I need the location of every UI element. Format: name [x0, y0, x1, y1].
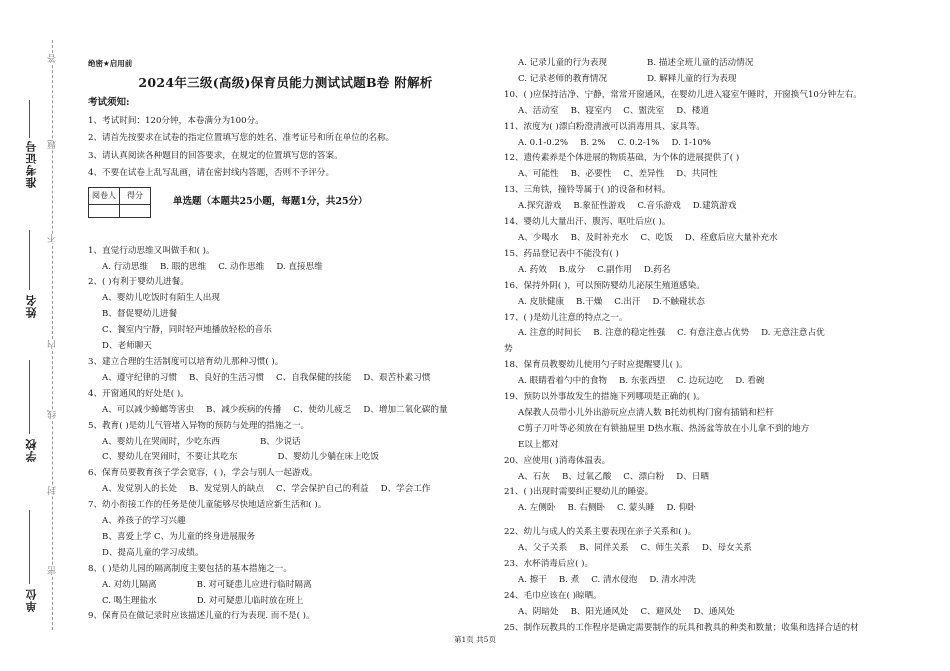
- seal-word: 线: [48, 410, 58, 419]
- answer-option[interactable]: C. 清水侵泡: [591, 575, 638, 585]
- answer-option[interactable]: C. 蒙头睡: [617, 503, 655, 514]
- notice-item: 4、不要在试卷上乱写乱画，请在密封线内答题，否则不予评分。: [88, 168, 335, 179]
- seal-word: 答: [48, 54, 58, 63]
- answer-option: B、喜爱上学 C、为儿童的终身进展服务: [102, 531, 256, 542]
- question-text: 5、教育( )是幼儿气管堵入异物的预防与处理的措施之一。: [88, 420, 310, 431]
- option-row: [88, 578, 483, 594]
- answer-option: B、督促婴幼儿进餐: [102, 309, 178, 320]
- answer-option[interactable]: C、吃饭: [640, 232, 673, 243]
- answer-option[interactable]: C、漂白粉: [623, 471, 665, 482]
- answer-option[interactable]: B、过氧乙酸: [562, 471, 612, 482]
- answer-option[interactable]: A. 0.1-0.2%: [518, 137, 569, 148]
- answer-option: A保教人员带小儿外出游玩应点清人数 B托幼机构门窗有插销和栏杆: [518, 407, 774, 418]
- answer-option[interactable]: B. 煮: [558, 575, 580, 585]
- option-row: [504, 263, 914, 279]
- answer-option[interactable]: B. 眼的思维: [160, 261, 207, 272]
- answer-option[interactable]: C、盥洗室: [623, 105, 665, 116]
- grade-table: [88, 187, 151, 218]
- answer-option[interactable]: D. 看碗: [735, 376, 765, 387]
- option-row: [504, 326, 914, 342]
- answer-option[interactable]: C. 记录老师的教育情况: [518, 73, 608, 84]
- question-text: 2、( )有利于婴幼儿进餐。: [88, 277, 189, 288]
- margin-label-school: 学校: [25, 438, 38, 462]
- ticket-blank-line: [29, 100, 30, 138]
- answer-option[interactable]: A、石灰: [518, 471, 550, 482]
- answer-option[interactable]: A.探究游戏: [518, 201, 562, 212]
- grader-header: 阅卷人: [89, 187, 120, 204]
- option-row: [504, 470, 914, 486]
- option-row: [88, 514, 483, 530]
- answer-option[interactable]: C、差异性: [623, 169, 665, 180]
- question-text: 1、直觉行动思维又叫做手和( )。: [88, 245, 215, 256]
- question-text: 22、幼儿与成人的关系主要表现在亲子关系和( )。: [504, 527, 697, 538]
- question-text: 16、保持外阴( )，可以预防婴幼儿泌尿生殖道感染。: [504, 280, 705, 291]
- left-question-list: [88, 244, 483, 626]
- answer-option[interactable]: A、阴暗处: [518, 606, 559, 617]
- answer-option[interactable]: B. 注意的稳定性强: [593, 328, 666, 339]
- answer-option[interactable]: D、通风处: [693, 606, 735, 617]
- question-text: 8、( )是幼儿园的隔离制度主要包括的基本措施之一。: [88, 563, 292, 574]
- answer-option[interactable]: A. 皮肤健康: [518, 296, 565, 307]
- option-row: [504, 541, 914, 557]
- answer-option[interactable]: A. 药效: [518, 264, 547, 275]
- answer-option[interactable]: D.建筑游戏: [692, 201, 737, 212]
- answer-option[interactable]: C. 0.2-1%: [617, 137, 660, 148]
- question-text: 11、浓度为( )漂白粉澄清液可以消毒用具、家具等。: [504, 121, 705, 132]
- margin-label-unit: 单位: [25, 588, 38, 612]
- school-blank-line: [29, 360, 30, 434]
- answer-option[interactable]: D、艰苦朴素习惯: [363, 372, 431, 383]
- answer-option: D、老师聊天: [102, 341, 152, 352]
- option-row: [504, 72, 914, 88]
- unit-blank-line: [29, 510, 30, 584]
- margin-label-name: 姓名: [25, 294, 38, 318]
- answer-option[interactable]: A. 行动思维: [102, 261, 149, 272]
- question-text: 10、( )应保持洁净、宁静，常常开窗通风，在婴幼儿进入寝室午睡时，开窗换气10分钟左右。: [504, 89, 862, 100]
- answer-option[interactable]: A. 对幼儿隔离: [102, 579, 157, 590]
- question-text: 14、婴幼儿大量出汗、腹泻、呕吐后应( )。: [504, 217, 671, 228]
- answer-option[interactable]: C、避风处: [640, 606, 682, 617]
- answer-option[interactable]: C. 边玩边吃: [677, 376, 724, 387]
- answer-option: E以上都对: [518, 439, 559, 450]
- question-text: 15、药品登记表中不能没有( ): [504, 248, 619, 259]
- answer-option[interactable]: A、可能性: [518, 169, 559, 180]
- seal-word: 内: [48, 340, 58, 349]
- answer-option[interactable]: D、日晒: [676, 471, 709, 482]
- answer-option[interactable]: D、共同性: [676, 169, 718, 180]
- seal-word: 封: [48, 486, 58, 495]
- answer-option[interactable]: D. 清水冲洗: [649, 575, 696, 585]
- question-text: 4、开窗通风的好处是( )。: [88, 388, 189, 399]
- answer-option[interactable]: D. 解释儿童的行为表现: [647, 73, 737, 84]
- option-row: [88, 435, 483, 451]
- answer-option[interactable]: C.音乐游戏: [637, 201, 681, 212]
- spacer: [504, 517, 914, 525]
- answer-option[interactable]: B. 2%: [580, 137, 606, 148]
- answer-option[interactable]: B.象征性游戏: [573, 201, 626, 212]
- answer-option[interactable]: C、学会保护自己的利益: [276, 484, 369, 495]
- notice-heading: 考试须知:: [88, 96, 130, 108]
- answer-option[interactable]: A. 记录儿童的行为表现: [518, 58, 608, 68]
- answer-option[interactable]: B、寝室内: [570, 105, 612, 116]
- page-footer: 第1页 共5页: [454, 635, 496, 644]
- option-row: [504, 295, 914, 311]
- answer-option[interactable]: C.出汗: [614, 296, 641, 307]
- answer-option: C剪子刀叶等必须放在有锁抽屉里 D热水瓶、热汤盆等放在小儿拿不到的地方: [518, 423, 810, 434]
- grader-cell[interactable]: [89, 204, 120, 217]
- answer-option[interactable]: D、楼道: [676, 105, 709, 116]
- question-text: 20、应使用( )消毒体温表。: [504, 455, 611, 466]
- answer-option[interactable]: A、婴幼儿吃饭时有陌生人出现: [102, 293, 220, 304]
- answer-option[interactable]: D. 仰卧: [666, 503, 696, 514]
- option-row: [88, 291, 483, 307]
- answer-option[interactable]: B.干燥: [576, 296, 603, 307]
- question-text: 23、水杯消毒后应( )。: [504, 559, 594, 570]
- question-text-tail: 势: [504, 344, 513, 355]
- answer-option: C、餐室内宁静，同时轻声地播放轻松的音乐: [102, 325, 272, 336]
- answer-option[interactable]: B、及时补充水: [570, 232, 629, 243]
- seal-word: 密: [48, 566, 58, 575]
- answer-option[interactable]: C. 动作思维: [218, 261, 265, 272]
- option-row: [504, 231, 914, 247]
- answer-option[interactable]: D、痊愈后应大量补充水: [684, 232, 778, 243]
- question-text: 13、三角铁，撞铃等属于( )的设备和材料。: [504, 185, 671, 196]
- option-row: [504, 56, 914, 72]
- name-blank-line: [29, 230, 30, 290]
- answer-option[interactable]: B. 右侧卧: [567, 503, 606, 514]
- notice-item: 1、考试时间：120分钟，本卷满分为100分。: [88, 115, 264, 126]
- answer-option[interactable]: B、必要性: [570, 169, 612, 180]
- answer-option[interactable]: C. 喝生理盐水: [102, 595, 157, 606]
- answer-option[interactable]: A、父子关系: [518, 543, 568, 554]
- answer-option: D、提高儿童的学习成绩。: [102, 547, 204, 558]
- notice-item: 3、请认真阅读各种题目的回答要求，在规定的位置填写您的答案。: [88, 150, 343, 161]
- score-header: 得分: [120, 187, 151, 204]
- answer-option[interactable]: C、使幼儿疲乏: [293, 404, 352, 415]
- option-row: [504, 501, 914, 517]
- answer-option[interactable]: A、婴幼儿在哭闹时，少吃东西: [102, 436, 220, 447]
- seal-dashed-line: [52, 40, 53, 630]
- answer-option[interactable]: B、阳光通风处: [570, 606, 629, 617]
- margin-label-ticket: 准考证号: [25, 140, 38, 188]
- notice-item: 2、请首先按要求在试卷的指定位置填写您的姓名、准考证号和所在单位的名称。: [88, 133, 395, 144]
- answer-option[interactable]: C、婴幼儿在哭闹时，不要让其吃东: [102, 452, 238, 463]
- question-text: 17、( )是幼儿注意的特点之一。: [504, 312, 628, 323]
- answer-option[interactable]: A. 擦干: [518, 575, 547, 585]
- question-text: 21、( )出现时需要纠正婴幼儿的睡姿。: [504, 487, 654, 498]
- question-text: 25、制作玩教具的工作程序是确定需要制作的玩具和教具的种类和数量；收集和选择合适的材: [504, 622, 859, 633]
- question-text: 19、预防以外事故发生的措施下列哪项是正确的( )。: [504, 392, 705, 403]
- option-row: [88, 371, 483, 387]
- answer-option[interactable]: D、增加二氧化碳的量: [363, 404, 448, 415]
- option-row: [88, 482, 483, 498]
- answer-option[interactable]: B. 描述全班儿童的活动情况: [647, 58, 754, 68]
- answer-option[interactable]: D、学会工作: [380, 484, 431, 495]
- option-row: [88, 594, 483, 610]
- answer-option[interactable]: B、同伴关系: [579, 543, 629, 554]
- option-row: [88, 450, 483, 466]
- grade-box: [88, 187, 483, 218]
- answer-option[interactable]: B. 对可疑患儿应进行临时隔离: [196, 579, 312, 590]
- answer-option[interactable]: D. 无意注意占优: [761, 328, 825, 339]
- answer-option[interactable]: A、活动室: [518, 105, 559, 116]
- answer-option[interactable]: C. 有意注意占优势: [677, 328, 750, 339]
- option-row: [88, 403, 483, 419]
- option-row: [504, 605, 914, 621]
- question-text: 24、毛巾应该在( )晾晒。: [504, 590, 602, 601]
- right-question-list: [504, 56, 914, 637]
- option-row: [504, 136, 914, 152]
- option-row: [504, 374, 914, 390]
- answer-option[interactable]: A、发觉别人的长处: [102, 484, 177, 495]
- page-title: 2024年三级(高级)保育员能力测试试题B卷 附解析: [138, 74, 433, 90]
- question-text: 12、遗传素养是个体进展的物质基础，为个体的进展提供了( ): [504, 153, 740, 164]
- option-row: [88, 260, 483, 276]
- answer-option[interactable]: B、少说话: [259, 436, 301, 447]
- answer-option[interactable]: D、母女关系: [702, 543, 752, 554]
- answer-option[interactable]: A. 眼睛看着勺中的食物: [518, 376, 608, 387]
- answer-option[interactable]: A、可以减少蟑螂等害虫: [102, 404, 195, 415]
- answer-option[interactable]: B.成分: [558, 264, 586, 275]
- answer-option[interactable]: D. 对可疑患儿临时放在班上: [196, 595, 304, 606]
- answer-option[interactable]: B、良好的生活习惯: [188, 372, 265, 383]
- confidential-tag: 绝密★启用前: [88, 59, 133, 68]
- question-text: 18、保育员教婴幼儿使用勺子时应提醒婴儿( )。: [504, 360, 688, 371]
- answer-option[interactable]: D. 直接思维: [276, 261, 323, 272]
- seal-word: 题: [48, 140, 58, 149]
- answer-option[interactable]: D. 1-10%: [671, 137, 711, 148]
- answer-option[interactable]: D.药名: [643, 264, 671, 275]
- question-text: 7、幼小衔接工作的任务是使儿童能够尽快地适应新生活和( )。: [88, 500, 327, 511]
- score-cell[interactable]: [120, 204, 151, 217]
- answer-option[interactable]: A. 注意的时间长: [518, 328, 582, 339]
- option-row: [504, 104, 914, 120]
- question-text: 3、建立合理的生活制度可以培育幼儿那种习惯( )。: [88, 356, 284, 367]
- question-text: 9、保育员在做记录时应该描述儿童的行为表现. 而不是( )。: [88, 611, 315, 622]
- section-title: 单选题（本题共25小题，每题1分，共25分）: [173, 196, 368, 208]
- answer-option[interactable]: C、自我保健的技能: [276, 372, 352, 383]
- seal-word: 不: [48, 234, 58, 243]
- option-row: [504, 167, 914, 183]
- answer-option[interactable]: C、师生关系: [640, 543, 691, 554]
- answer-option[interactable]: D.不触碰状态: [652, 296, 705, 307]
- answer-option[interactable]: B、减少疾病的传播: [206, 404, 282, 415]
- answer-option[interactable]: B、发觉别人的缺点: [188, 484, 265, 495]
- notice-list: [88, 113, 483, 183]
- binding-margin: [0, 40, 80, 630]
- answer-option[interactable]: A、养孩子的学习兴趣: [102, 516, 186, 527]
- answer-option[interactable]: A、少喝水: [518, 232, 559, 243]
- left-column: [88, 56, 483, 625]
- answer-option[interactable]: D、婴幼儿少躺在床上吃饭: [277, 452, 379, 463]
- answer-option[interactable]: A. 左侧卧: [518, 503, 556, 514]
- question-text: 6、保育员要教育孩子学会宽容，( )，学会与别人一起游戏。: [88, 468, 318, 479]
- answer-option[interactable]: B. 东张西望: [619, 376, 666, 387]
- option-row: [504, 199, 914, 215]
- answer-option[interactable]: A、遵守纪律的习惯: [102, 372, 177, 383]
- answer-option[interactable]: C.副作用: [597, 264, 632, 275]
- option-row: [504, 573, 914, 589]
